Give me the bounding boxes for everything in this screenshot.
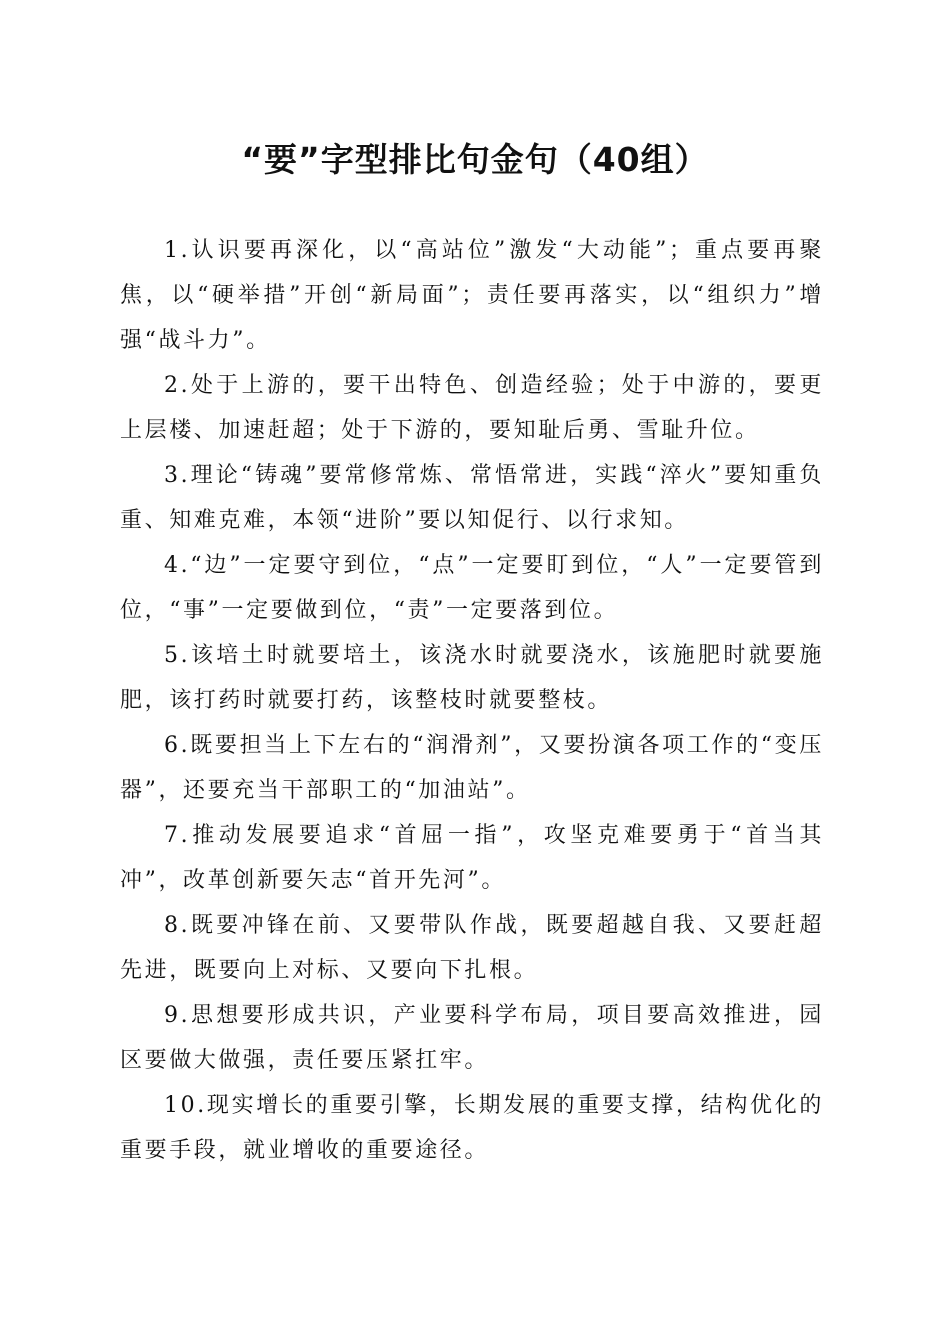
paragraph-4: 4.“边”一定要守到位，“点”一定要盯到位，“人”一定要管到位，“事”一定要做到位，“责”一定要落到位。 xyxy=(120,553,824,623)
paragraph-9: 9.思想要形成共识，产业要科学布局，项目要高效推进，园区要做大做强，责任要压紧扛牢。 xyxy=(120,1003,824,1073)
paragraph-7: 7.推动发展要追求“首屈一指”，攻坚克难要勇于“首当其冲”，改革创新要矢志“首开先河”。 xyxy=(120,823,824,893)
paragraph-6: 6.既要担当上下左右的“润滑剂”，又要扮演各项工作的“变压器”，还要充当干部职工的“加油站”。 xyxy=(120,733,824,803)
paragraph-8: 8.既要冲锋在前、又要带队作战，既要超越自我、又要赶超先进，既要向上对标、又要向下扎根。 xyxy=(120,913,824,983)
paragraph-3: 3.理论“铸魂”要常修常炼、常悟常进，实践“淬火”要知重负重、知难克难，本领“进阶”要以知促行、以行求知。 xyxy=(120,463,824,533)
paragraph-10: 10.现实增长的重要引擎，长期发展的重要支撑，结构优化的重要手段，就业增收的重要途径。 xyxy=(120,1093,824,1163)
paragraph-1: 1.认识要再深化，以“高站位”激发“大动能”；重点要再聚焦，以“硬举措”开创“新局面”；责任要再落实，以“组织力”增强“战斗力”。 xyxy=(120,238,824,353)
document-title: “要”字型排比句金句（40组） xyxy=(241,140,709,179)
paragraph-2: 2.处于上游的，要干出特色、创造经验；处于中游的，要更上层楼、加速赶超；处于下游的，要知耻后勇、雪耻升位。 xyxy=(120,373,824,443)
document-body xyxy=(120,228,824,1173)
paragraph-5: 5.该培土时就要培土，该浇水时就要浇水，该施肥时就要施肥，该打药时就要打药，该整枝时就要整枝。 xyxy=(120,643,824,713)
